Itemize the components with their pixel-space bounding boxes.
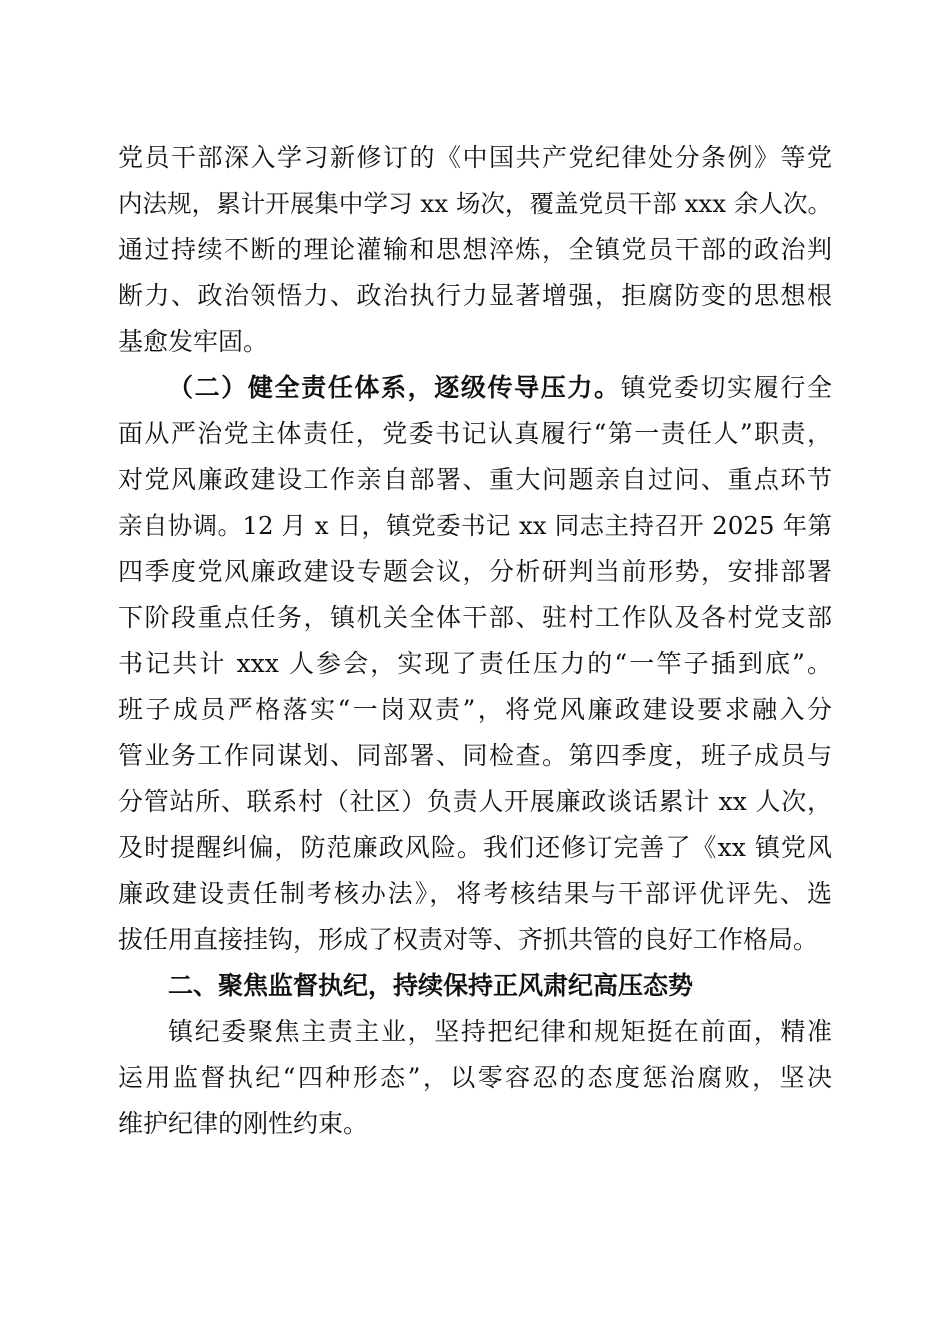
paragraph3-line-2: 运用监督执纪“四种形态”，以零容忍的态度惩治腐败，坚决 <box>118 1063 832 1092</box>
paragraph2-line-4: 亲自协调。12 月 x 日，镇党委书记 xx 同志主持召开 2025 年第 <box>118 511 832 540</box>
paragraph1-line-1: 党员干部深入学习新修订的《中国共产党纪律处分条例》等党 <box>118 143 832 172</box>
paragraph2-line-6: 下阶段重点任务，镇机关全体干部、驻村工作队及各村党支部 <box>118 603 832 632</box>
paragraph2-lead-heading: （二）健全责任体系，逐级传导压力。 <box>168 373 621 402</box>
paragraph2-line-2: 面从严治党主体责任，党委书记认真履行“第一责任人”职责， <box>118 419 832 448</box>
paragraph1-line-3: 通过持续不断的理论灌输和思想淬炼，全镇党员干部的政治判 <box>118 235 832 264</box>
paragraph2-first-line <box>168 366 832 410</box>
paragraph1-line-5: 基愈发牢固。 <box>118 327 269 356</box>
paragraph2-line-11: 及时提醒纠偏，防范廉政风险。我们还修订完善了《xx 镇党风 <box>118 833 832 862</box>
paragraph1-line-2: 内法规，累计开展集中学习 xx 场次，覆盖党员干部 xxx 余人次。 <box>118 189 832 218</box>
section-heading: 二、聚焦监督执纪，持续保持正风肃纪高压态势 <box>168 971 694 1000</box>
paragraph2-lead-text: 镇党委切实履行全 <box>620 373 832 402</box>
paragraph2-line-9: 管业务工作同谋划、同部署、同检查。第四季度，班子成员与 <box>118 741 832 770</box>
paragraph2-line-8: 班子成员严格落实“一岗双责”，将党风廉政建设要求融入分 <box>118 695 832 724</box>
paragraph2-line-7: 书记共计 xxx 人参会，实现了责任压力的“一竿子插到底”。 <box>118 649 832 678</box>
paragraph1-line-4: 断力、政治领悟力、政治执行力显著增强，拒腐防变的思想根 <box>118 281 832 310</box>
paragraph2-line-5: 四季度党风廉政建设专题会议，分析研判当前形势，安排部署 <box>118 557 832 586</box>
paragraph3-line-3: 维护纪律的刚性约束。 <box>118 1109 369 1138</box>
paragraph2-line-10: 分管站所、联系村（社区）负责人开展廉政谈话累计 xx 人次， <box>118 787 832 816</box>
paragraph2-line-3: 对党风廉政建设工作亲自部署、重大问题亲自过问、重点环节 <box>118 465 832 494</box>
paragraph3-line-1: 镇纪委聚焦主责主业，坚持把纪律和规矩挺在前面，精准 <box>168 1017 832 1046</box>
paragraph2-line-13: 拔任用直接挂钩，形成了权责对等、齐抓共管的良好工作格局。 <box>118 925 819 954</box>
paragraph2-line-12: 廉政建设责任制考核办法》，将考核结果与干部评优评先、选 <box>118 879 832 908</box>
